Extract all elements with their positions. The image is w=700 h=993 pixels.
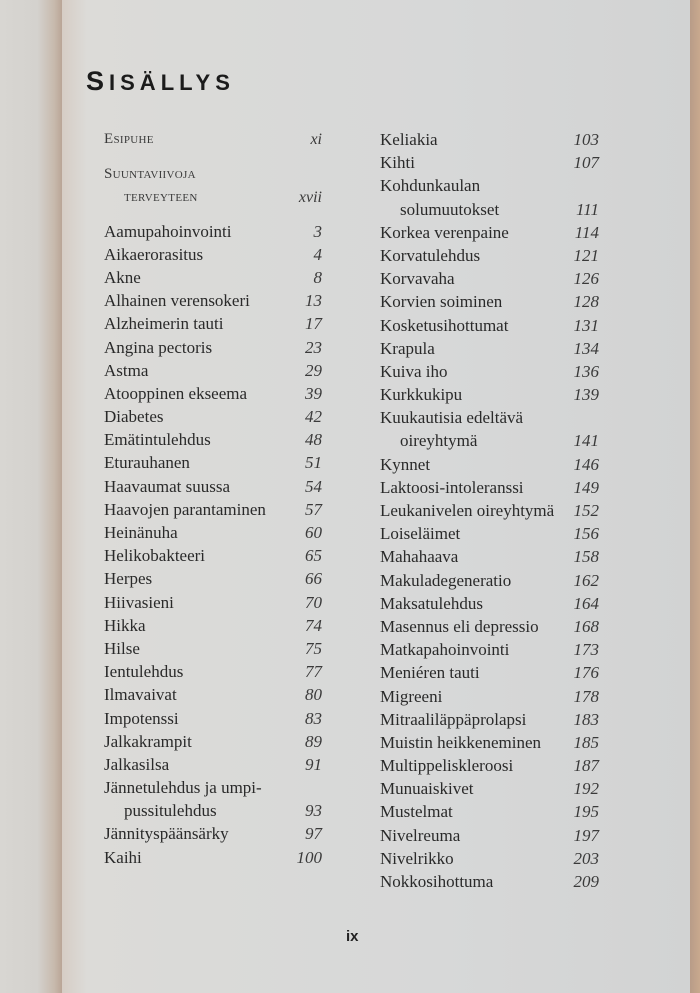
toc-entry[interactable] [104, 707, 322, 730]
toc-entry-label: Kohdunkaulan [380, 176, 481, 196]
toc-entry-page: 209 [573, 872, 599, 891]
toc-entry[interactable] [104, 359, 322, 382]
toc-entry-label: Alhainen verensokeri [104, 291, 250, 311]
toc-entry[interactable] [380, 661, 599, 684]
toc-entry-page: 54 [305, 476, 322, 496]
toc-entry[interactable] [104, 614, 322, 637]
toc-entry[interactable] [380, 128, 599, 151]
toc-entry[interactable] [380, 499, 599, 522]
toc-entry-label: Loiseläimet [380, 524, 461, 544]
toc-entry-page: 17 [305, 314, 322, 334]
toc-entry[interactable] [380, 615, 599, 638]
toc-entry-label: Kurkkukipu [380, 385, 463, 405]
toc-entry-page: 111 [576, 199, 599, 219]
toc-entry-page: 121 [573, 245, 599, 265]
toc-entry[interactable] [380, 360, 599, 383]
toc-entry-page: 77 [305, 662, 322, 682]
toc-entry-label: Jännityspäänsärky [104, 824, 229, 844]
toc-entry-page: 152 [573, 501, 599, 520]
title-initial: S [86, 66, 110, 96]
toc-entry[interactable] [380, 221, 599, 244]
toc-entry-page: 195 [573, 802, 599, 822]
toc-entry-label: Esipuhe [104, 131, 154, 147]
toc-entry[interactable] [104, 776, 322, 799]
toc-entry-label: Leukanivelen oireyhtymä [380, 501, 555, 520]
toc-entry-label: Mustelmat [380, 802, 453, 822]
toc-entry[interactable] [380, 244, 599, 267]
toc-entry-label: Eturauhanen [104, 453, 190, 473]
toc-entry[interactable] [380, 569, 599, 592]
toc-entry-label: Keliakia [380, 130, 438, 149]
toc-entry-label: Korvien soiminen [380, 292, 503, 312]
toc-entry-page: 93 [305, 801, 322, 821]
toc-entry-label: Hikka [104, 615, 146, 635]
toc-entry[interactable] [380, 267, 599, 290]
toc-entry[interactable] [380, 290, 599, 313]
toc-entry[interactable] [104, 336, 322, 359]
toc-entry-label: Akne [104, 267, 141, 287]
toc-entry-page: 65 [305, 546, 322, 566]
toc-entry-page: 70 [305, 592, 322, 612]
toc-entry-label: Matkapahoinvointi [380, 640, 510, 660]
toc-entry[interactable] [104, 846, 322, 869]
toc-entry-label: Jalkasilsa [104, 754, 170, 774]
toc-entry-label: Maksatulehdus [380, 593, 483, 613]
toc-entry[interactable] [104, 220, 322, 243]
toc-entry-label: Emätintulehdus [104, 430, 211, 450]
toc-entry[interactable] [380, 198, 599, 221]
title-rest: ISÄLLYS [109, 70, 235, 95]
toc-entry-label: solumuutokset [400, 199, 500, 219]
page-title [86, 66, 235, 98]
toc-entry-page: xi [310, 131, 322, 148]
toc-entry[interactable] [104, 683, 322, 706]
toc-entry[interactable] [380, 453, 599, 476]
toc-entry-page: 60 [305, 523, 322, 542]
toc-entry-label: Korvatulehdus [380, 245, 481, 265]
toc-entry[interactable] [380, 754, 599, 777]
toc-entry-page: 74 [305, 615, 322, 635]
toc-entry-label: Angina pectoris [104, 337, 213, 357]
toc-entry-label: Makuladegeneratio [380, 570, 512, 590]
toc-entry[interactable] [104, 660, 322, 683]
toc-entry-page: 75 [305, 638, 322, 658]
toc-entry-page: 91 [305, 754, 322, 774]
toc-entry-page: 176 [573, 663, 599, 683]
toc-entry-page: 29 [305, 360, 322, 380]
toc-entry-page: 139 [573, 385, 599, 405]
toc-entry-page: 8 [313, 267, 322, 287]
toc-entry[interactable] [380, 638, 599, 661]
toc-entry-page: 80 [305, 685, 322, 705]
toc-entry-label: Hiivasieni [104, 592, 174, 612]
toc-entry-page: 178 [573, 686, 599, 706]
toc-entry[interactable] [104, 799, 322, 822]
toc-entry[interactable] [380, 337, 599, 360]
toc-entry-page: 3 [313, 221, 322, 241]
toc-entry-label: Diabetes [104, 407, 164, 427]
toc-entry-page: 128 [573, 292, 599, 312]
toc-entry-label: Suuntaviivoja [104, 166, 196, 183]
toc-entry[interactable] [104, 451, 322, 474]
toc-entry-label: Multippeliskleroosi [380, 756, 514, 776]
toc-entry-label: Korkea verenpaine [380, 222, 509, 242]
toc-entry-page: 131 [573, 315, 599, 335]
toc-entry-label: Kosketusihottumat [380, 315, 509, 335]
toc-entry-page: 168 [573, 616, 599, 636]
toc-entry[interactable] [104, 591, 322, 614]
toc-entry-label: Mahahaava [380, 547, 459, 567]
toc-entry-page: 203 [573, 848, 599, 868]
toc-entry-suuntaviivoja-line1[interactable] [104, 163, 322, 186]
toc-entry-page: 42 [305, 407, 322, 427]
toc-entry-page: 66 [305, 569, 322, 589]
page-number: ix [346, 928, 359, 945]
toc-entry[interactable] [380, 777, 599, 800]
toc-entry-label: Nokkosihottuma [380, 872, 494, 891]
toc-entry-page: 187 [573, 756, 599, 776]
toc-entry-page: 97 [305, 824, 322, 844]
toc-entry-label: Haavaumat suussa [104, 476, 231, 496]
toc-entry[interactable] [104, 312, 322, 335]
toc-entry-label: Nivelreuma [380, 825, 461, 845]
toc-entry-page: 141 [573, 431, 599, 451]
toc-entry[interactable] [104, 544, 322, 567]
toc-entry-label: Ientulehdus [104, 662, 184, 682]
toc-entry-label: Kaihi [104, 847, 142, 867]
toc-entry[interactable] [104, 475, 322, 498]
toc-entry-label: Aamupahoinvointi [104, 221, 232, 241]
toc-entry[interactable] [380, 429, 599, 452]
toc-entry-label: Jännetulehdus ja umpi- [104, 778, 262, 798]
toc-entry-label: Krapula [380, 338, 435, 358]
toc-entry-page: 146 [573, 454, 599, 474]
toc-entry-page: 107 [573, 153, 599, 173]
toc-entry-label: Heinänuha [104, 523, 178, 542]
toc-entry-page: 183 [573, 709, 599, 729]
toc-entry-label: Herpes [104, 569, 153, 589]
toc-entry-label: pussitulehdus [124, 801, 217, 821]
toc-entry[interactable] [104, 753, 322, 776]
toc-entry-page: 51 [305, 453, 322, 473]
toc-entry[interactable] [104, 405, 322, 428]
toc-entry[interactable] [380, 174, 599, 197]
toc-entry[interactable] [380, 708, 599, 731]
toc-entry-label: Kuukautisia edeltävä [380, 408, 524, 428]
toc-entry[interactable] [380, 545, 599, 568]
toc-entry[interactable] [104, 382, 322, 405]
toc-entry[interactable] [104, 498, 322, 521]
toc-entry-label: Kynnet [380, 454, 431, 474]
toc-entry-label: Korvavaha [380, 269, 455, 289]
toc-entry-page: xvii [298, 189, 322, 207]
toc-entry[interactable] [380, 383, 599, 406]
toc-entry[interactable] [380, 731, 599, 754]
toc-entry[interactable] [104, 822, 322, 845]
toc-entry-page: 89 [305, 731, 322, 751]
toc-entry-label: Impotenssi [104, 708, 179, 728]
toc-entry-label: Nivelrikko [380, 848, 454, 868]
toc-entry[interactable] [380, 522, 599, 545]
toc-entry-label: Astma [104, 360, 149, 380]
toc-entry-label: Munuaiskivet [380, 779, 474, 799]
toc-entry[interactable] [380, 406, 599, 429]
toc-entry[interactable] [380, 824, 599, 847]
toc-entry-label: Mitraaliläppäprolapsi [380, 709, 527, 729]
toc-entry-page: 103 [573, 130, 599, 149]
toc-entry-label: Atooppinen ekseema [104, 383, 248, 403]
toc-entry[interactable] [104, 730, 322, 753]
toc-entry-label: Meniéren tauti [380, 663, 480, 683]
toc-entry[interactable] [104, 567, 322, 590]
toc-entry-page: 158 [573, 547, 599, 567]
toc-entry[interactable] [380, 314, 599, 337]
toc-left-column [104, 128, 322, 869]
toc-entry[interactable] [380, 592, 599, 615]
toc-entry-page: 57 [305, 499, 322, 519]
toc-entry[interactable] [104, 521, 322, 544]
toc-entry-page: 39 [305, 383, 322, 403]
toc-entry-page: 23 [305, 337, 322, 357]
toc-entry-page: 83 [305, 708, 322, 728]
toc-entry-label: Ilmavaivat [104, 685, 177, 705]
toc-entry-label: Aikaerorasitus [104, 244, 204, 264]
toc-entry-page: 192 [573, 779, 599, 799]
toc-entry-page: 100 [296, 847, 322, 867]
toc-entry-page: 149 [573, 477, 599, 497]
toc-entry-page: 48 [305, 430, 322, 450]
toc-entry[interactable] [104, 266, 322, 289]
toc-entry[interactable] [380, 685, 599, 708]
toc-entry[interactable] [380, 847, 599, 870]
toc-entry-label: Helikobakteeri [104, 546, 206, 566]
toc-entry-page: 197 [573, 825, 599, 845]
toc-entry-page: 164 [573, 593, 599, 613]
toc-entry-label: Hilse [104, 638, 140, 658]
toc-entry[interactable] [380, 476, 599, 499]
toc-entry-page: 156 [573, 524, 599, 544]
toc-entry-page: 126 [573, 269, 599, 289]
toc-entry-suuntaviivoja-line2[interactable] [104, 186, 322, 209]
toc-entry-label: oireyhtymä [400, 431, 478, 451]
toc-entry[interactable] [104, 637, 322, 660]
toc-entry[interactable] [380, 151, 599, 174]
toc-entry-page: 162 [573, 570, 599, 590]
toc-entry-page: 134 [573, 338, 599, 358]
toc-entry[interactable] [104, 289, 322, 312]
toc-entry-label: Kuiva iho [380, 361, 448, 381]
toc-entry[interactable] [104, 428, 322, 451]
toc-entry-label: Masennus eli depressio [380, 616, 539, 636]
toc-entry-page: 136 [573, 361, 599, 381]
toc-entry-label: Kihti [380, 153, 415, 173]
toc-entry-page: 185 [573, 732, 599, 752]
toc-entry[interactable] [104, 243, 322, 266]
toc-entry-label: Migreeni [380, 686, 443, 706]
toc-entry-page: 13 [305, 291, 322, 311]
toc-entry-esipuhe[interactable] [104, 128, 322, 151]
toc-entry-label: Alzheimerin tauti [104, 314, 224, 334]
previous-page-edge [0, 0, 62, 993]
toc-entry-page: 4 [313, 244, 322, 264]
toc-right-column [380, 128, 599, 893]
toc-entry[interactable] [380, 870, 599, 893]
toc-entry-page: 114 [574, 222, 599, 242]
toc-entry-page: 173 [573, 640, 599, 660]
toc-entry-label: Jalkakrampit [104, 731, 192, 751]
toc-entry-label: Laktoosi-intoleranssi [380, 477, 524, 497]
toc-entry-label: terveyteen [124, 189, 198, 206]
toc-entry[interactable] [380, 800, 599, 823]
toc-entry-label: Haavojen parantaminen [104, 499, 266, 519]
page-stack-edge [690, 0, 700, 993]
toc-entry-label: Muistin heikkeneminen [380, 732, 542, 752]
